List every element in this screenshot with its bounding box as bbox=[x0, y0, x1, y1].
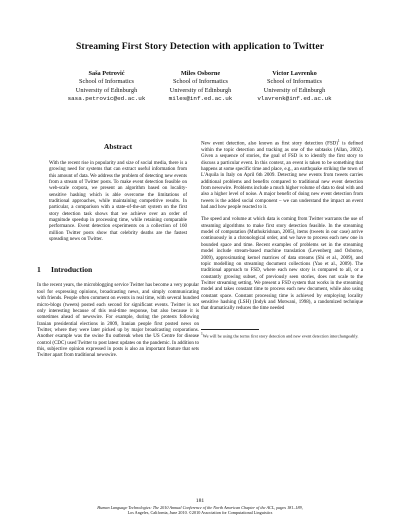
footer-line-2: Los Angeles, California, June 2010. ©2010 Association for Computational Linguistics bbox=[127, 510, 273, 515]
proceedings-footer bbox=[0, 505, 400, 515]
section-number: 1 bbox=[37, 265, 41, 275]
author-email: miles@inf.ed.ac.uk bbox=[168, 95, 233, 103]
footnote-marker: 1 bbox=[337, 139, 340, 143]
author-name: Saša Petrović bbox=[88, 70, 125, 77]
author-name: Victor Lavrenko bbox=[272, 70, 317, 77]
introduction-heading bbox=[37, 265, 199, 274]
fsd-paragraph bbox=[201, 138, 363, 211]
right-column bbox=[201, 138, 363, 339]
streaming-paragraph: The speed and volume at which data is coming from Twitter warrants the use of streaming algorithms to make first story detection feasible. In the streaming model of computation (Muthukrishnan, 2005), items (tweets in our case) arrive continuously in a chronological order, and we have to process each new one in bounded space and time. Recent examples of problems set in the streaming model include stream-based machine translation (Levenberg and Osborne, 2009), approximating kernel matrices of data streams (Shi et al., 2009), and topic modelling on streaming document collections (Yao et al., 2009). The traditional approach to FSD, where each new story is compared to all, or a constantly growing subset, of previously seen stories, does not scale to the Twitter streaming setting. We present a FSD system that works in the streaming model and takes constant time to process each new document, while also using constant space. Constant processing time is achieved by employing locality sensitive hashing (LSH) (Indyk and Motwani, 1998), a randomized technique that dramatically reduces the time needed bbox=[201, 217, 363, 312]
fsd-paragraph-start: New event detection, also known as first story detection (FSD) bbox=[201, 141, 338, 147]
author-email: vlavrenk@inf.ed.ac.uk bbox=[257, 95, 332, 103]
footnote-text: We will be using the terms first story detection and new event detection interchangeably. bbox=[202, 333, 359, 339]
author-university: University of Edinburgh bbox=[169, 86, 232, 94]
author-name: Miles Osborne bbox=[180, 70, 221, 77]
abstract-heading: Abstract bbox=[103, 142, 133, 151]
page-number: 181 bbox=[195, 498, 205, 504]
author-university: University of Edinburgh bbox=[263, 86, 326, 94]
footnote-rule bbox=[201, 329, 259, 330]
author-university: University of Edinburgh bbox=[75, 86, 138, 94]
footnote bbox=[201, 332, 363, 339]
footer-line-1: Human Language Technologies: The 2010 Annual Conference of the North American Chapter of the ACL, pages 181–189, bbox=[97, 505, 303, 510]
author-affiliation: School of Informatics bbox=[267, 78, 322, 86]
author-affiliation: School of Informatics bbox=[173, 78, 228, 86]
abstract-text: With the recent rise in popularity and size of social media, there is a growing need for systems that can extract useful information from this amount of data. We address the problem of detecting new events from a stream of Twitter posts. To make event detection feasible on web-scale corpora, we present an algorithm based on locality-sensitive hashing which is able overcome the limitations of traditional approaches, while maintaining competitive results. In particular, a comparison with a state-of-the-art system on the first story detection task shows that we achieve over an order of magnitude speedup in processing time, while retaining comparable performance. Event detection experiments on a collection of 160 million Twitter posts show that celebrity deaths are the fastest spreading news on Twitter. bbox=[49, 161, 187, 243]
fsd-paragraph-rest: is defined within the topic detection and tracking as one of the subtasks (Allan, 2002). Given a sequence of stories, the goal of FSD is to identify the first story to discuss a particular event. In this context, an event is taken to be something that happens at some specific time and place, e.g., an earthquake striking the town of L'Aquila in Italy on April 6th 2009. Detecting new events from tweets carries additional problems and benefits compared to traditional new event detection from newswire. Problems include a much higher volume of data to deal with and also a higher level of noise. A major benefit of doing new event detection from tweets is the added social component – we can understand the impact an event had and how people reacted to it. bbox=[201, 141, 363, 211]
paper-title: Streaming First Story Detection with application to Twitter bbox=[75, 41, 325, 52]
left-column bbox=[37, 138, 199, 360]
author-affiliation: School of Informatics bbox=[79, 78, 134, 86]
footnote-number: 1 bbox=[201, 331, 203, 336]
section-title: Introduction bbox=[51, 265, 93, 275]
author-email: sasa.petrovic@ed.ac.uk bbox=[67, 95, 146, 103]
author-3 bbox=[232, 70, 357, 104]
introduction-paragraph: In the recent years, the microblogging service Twitter has become a very popular tool for expressing opinions, broadcasting news, and simply communicating with friends. People often comment on events in real time, with several hundred micro-blogs (tweets) posted each second for significant events. Twitter is not only interesting because of this real-time response, but also because it is sometimes ahead of newswire. For example, during the protests following Iranian presidential elections in 2009, Iranian people first posted news on Twitter, where they were later picked up by major broadcasting corporations. Another example was the swine flu outbreak when the US Centre for disease control (CDC) used Twitter to post latest updates on the pandemic. In addition to this, subjective opinion expressed in posts is also an important feature that sets Twitter apart from traditional newswire. bbox=[37, 283, 199, 359]
